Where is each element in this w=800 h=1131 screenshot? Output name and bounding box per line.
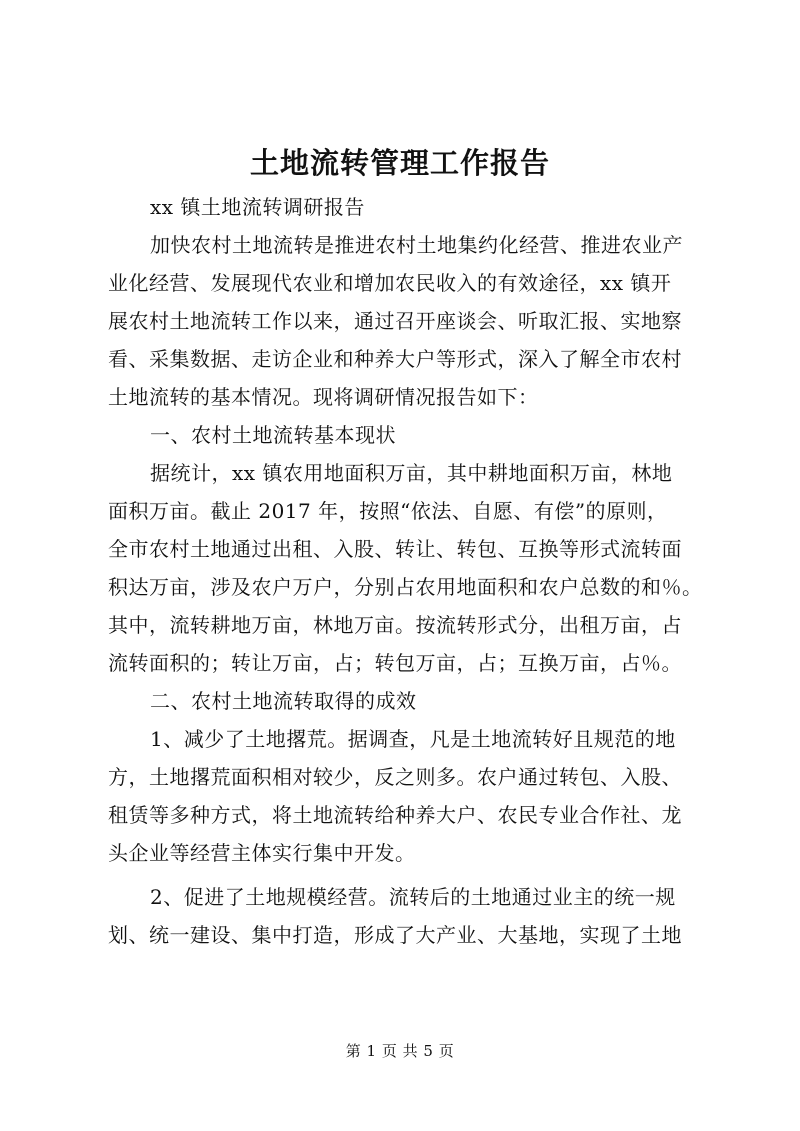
text-line: 租赁等多种方式，将土地流转给种养大户、农民专业合作社、龙 <box>108 803 682 827</box>
text-line: 2、促进了土地规模经营。流转后的土地通过业主的统一规 <box>150 885 676 909</box>
text-line: 方，土地撂荒面积相对较少，反之则多。农户通过转包、入股、 <box>108 765 682 789</box>
text-line: 流转面积的；转让万亩，占；转包万亩，占；互换万亩，占％。 <box>108 651 682 675</box>
text-line: 展农村土地流转工作以来，通过召开座谈会、听取汇报、实地察 <box>108 309 682 333</box>
text-line: 据统计，xx 镇农用地面积万亩，其中耕地面积万亩，林地 <box>150 461 673 485</box>
text-line: 加快农村土地流转是推进农村土地集约化经营、推进农业产 <box>150 233 683 257</box>
text-line: 面积万亩。截止 2017 年，按照“依法、自愿、有偿”的原则， <box>108 499 668 523</box>
text-line: 头企业等经营主体实行集中开发。 <box>108 841 416 865</box>
text-line: 看、采集数据、走访企业和种养大户等形式，深入了解全市农村 <box>108 347 682 371</box>
page-number: 第 1 页 共 5 页 <box>345 1042 455 1060</box>
section-heading: 一、农村土地流转基本现状 <box>150 423 396 447</box>
text-line: 积达万亩，涉及农户万户，分别占农用地面积和农户总数的和％。 <box>108 575 703 599</box>
text-line: 划、统一建设、集中打造，形成了大产业、大基地，实现了土地 <box>108 923 682 947</box>
text-line: 业化经营、发展现代农业和增加农民收入的有效途径，xx 镇开 <box>108 271 672 295</box>
document-title: 土地流转管理工作报告 <box>249 146 550 180</box>
text-line: 其中，流转耕地万亩，林地万亩。按流转形式分，出租万亩，占 <box>108 613 682 637</box>
text-line: 全市农村土地通过出租、入股、转让、转包、互换等形式流转面 <box>108 537 682 561</box>
text-line: xx 镇土地流转调研报告 <box>150 195 365 219</box>
text-line: 1、减少了土地撂荒。据调查，凡是土地流转好且规范的地 <box>150 727 676 751</box>
text-line: 土地流转的基本情况。现将调研情况报告如下： <box>108 385 539 409</box>
section-heading: 二、农村土地流转取得的成效 <box>150 689 417 713</box>
